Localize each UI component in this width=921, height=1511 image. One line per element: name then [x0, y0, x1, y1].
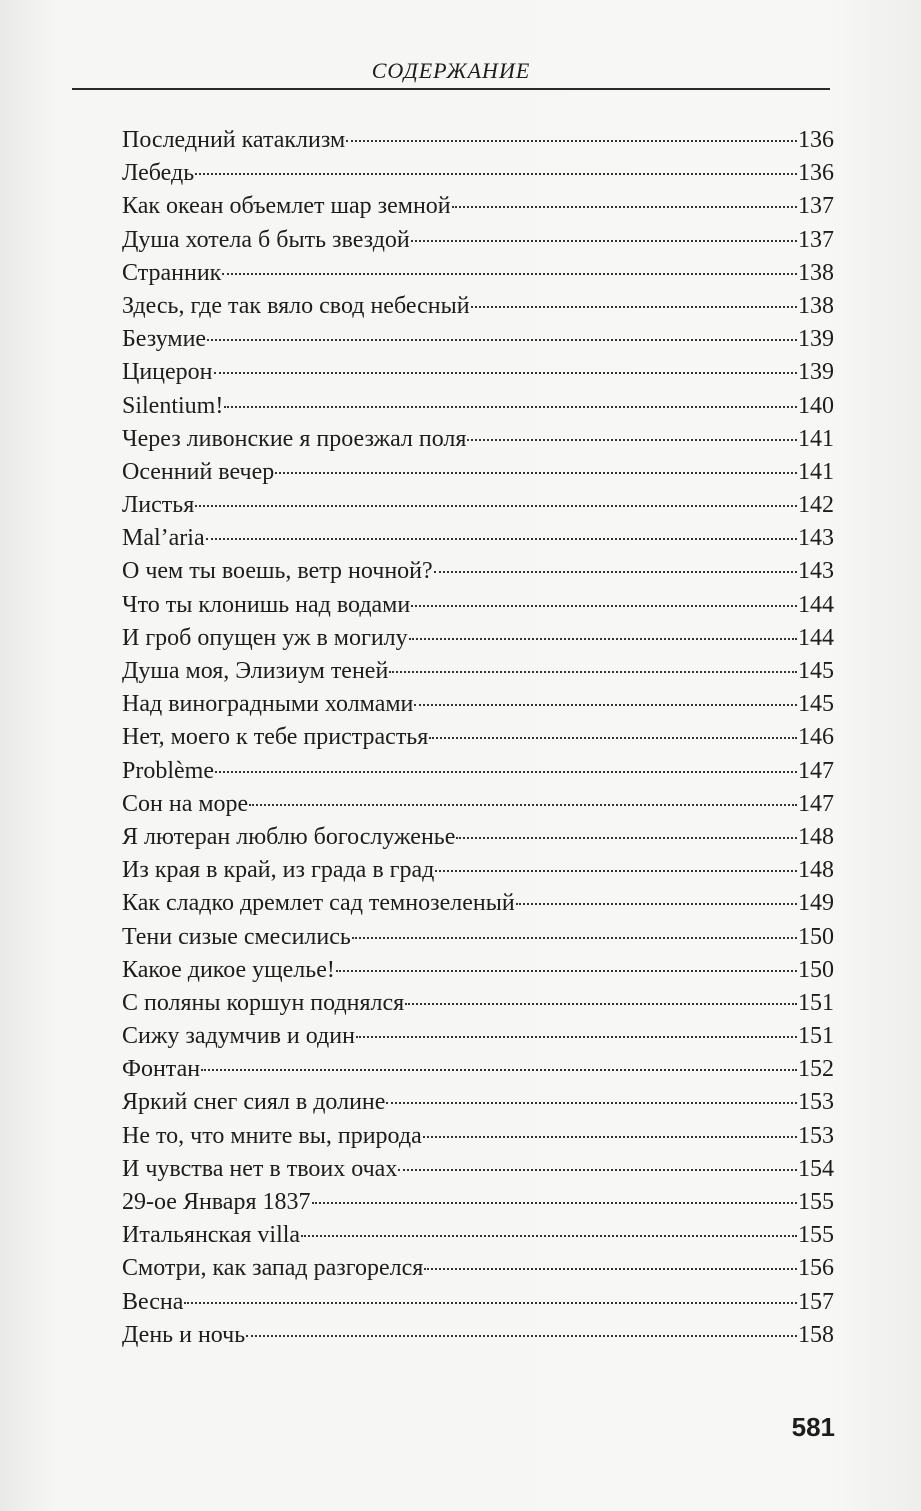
toc-entry-page: 148: [798, 857, 834, 884]
toc-entry-title: Какое дикое ущелье!: [122, 956, 335, 983]
toc-entry-title: Сон на море: [122, 790, 249, 817]
toc-entry: [122, 1120, 834, 1153]
toc-entry-title: Душа хотела б быть звездой: [122, 226, 410, 253]
toc-entry-page: 143: [798, 525, 834, 552]
dot-leader: [386, 1102, 797, 1104]
toc-entry-page: 154: [798, 1155, 834, 1182]
toc-entry-page: 153: [798, 1089, 834, 1116]
dot-leader: [346, 140, 797, 142]
toc-entry-page: 153: [798, 1122, 834, 1149]
toc-entry-page: 138: [798, 259, 834, 286]
toc-entry-title: Душа моя, Элизиум теней: [122, 658, 389, 684]
toc-entry: [122, 489, 834, 522]
toc-entry-page: 150: [798, 956, 834, 983]
dot-leader: [224, 406, 797, 408]
toc-entry-page: 140: [798, 392, 834, 419]
toc-entry-title: День и ночь: [122, 1321, 246, 1348]
toc-entry: [122, 755, 834, 788]
toc-entry-title: Через ливонские я проезжал поля: [122, 425, 467, 452]
toc-entry: [122, 821, 834, 854]
toc-entry-title: Тени сизые смесились: [122, 923, 351, 950]
dot-leader: [195, 505, 797, 507]
dot-leader: [206, 538, 797, 540]
toc-entry-title: 29-ое Января 1837: [122, 1189, 311, 1215]
toc-entry-title: Нет, моего к тебе пристрастья: [122, 724, 429, 751]
dot-leader: [414, 704, 797, 706]
toc-entry-page: 146: [798, 724, 834, 751]
toc-entry: [122, 921, 834, 954]
dot-leader: [352, 937, 797, 939]
toc-entry: [122, 854, 834, 887]
toc-entry-title: Над виноградными холмами: [122, 691, 414, 718]
toc-entry-page: 141: [798, 425, 834, 452]
toc-entry: [122, 887, 834, 920]
dot-leader: [214, 372, 797, 374]
dot-leader: [456, 837, 797, 839]
toc-entry-title: Mal’aria: [122, 525, 205, 552]
toc-entry: [122, 688, 834, 721]
dot-leader: [249, 804, 797, 806]
toc-entry: [122, 589, 834, 622]
toc-entry-title: Лебедь: [122, 160, 195, 187]
toc-entry: [122, 456, 834, 489]
toc-entry: [122, 1086, 834, 1119]
toc-entry-page: 137: [798, 193, 834, 220]
toc-entry: [122, 157, 834, 190]
toc-entry: [122, 1020, 834, 1053]
dot-leader: [429, 737, 797, 739]
toc-entry-title: Итальянская villa: [122, 1222, 301, 1249]
toc-entry: [122, 522, 834, 555]
toc-entry: [122, 1153, 834, 1186]
dot-leader: [356, 1036, 797, 1038]
dot-leader: [389, 671, 797, 673]
dot-leader: [312, 1202, 798, 1204]
toc-entry-page: 151: [798, 989, 834, 1016]
toc-entry: [122, 257, 834, 290]
toc-entry-page: 147: [798, 757, 834, 784]
toc-entry-page: 144: [798, 624, 834, 651]
dot-leader: [301, 1235, 797, 1237]
toc-entry: [122, 390, 834, 423]
dot-leader: [423, 1136, 797, 1138]
toc-entry-page: 149: [798, 890, 834, 917]
toc-entry-page: 151: [798, 1023, 834, 1050]
toc-entry-title: Цицерон: [122, 359, 213, 386]
dot-leader: [411, 240, 797, 242]
toc-entry-page: 136: [798, 160, 834, 187]
dot-leader: [336, 970, 797, 972]
toc-entry-page: 148: [798, 823, 834, 850]
toc-entry: [122, 1219, 834, 1252]
dot-leader: [246, 1335, 797, 1337]
toc-entry-page: 156: [798, 1255, 834, 1282]
toc-entry: [122, 1186, 834, 1219]
dot-leader: [222, 273, 797, 275]
toc-entry-title: Осенний вечер: [122, 458, 275, 485]
toc-entry-title: Как сладко дремлет сад темнозеленый: [122, 890, 515, 917]
toc-entry: [122, 1053, 834, 1086]
toc-entry-title: С поляны коршун поднялся: [122, 989, 405, 1016]
dot-leader: [409, 638, 797, 640]
toc-entry: [122, 954, 834, 987]
toc-entry-page: 155: [798, 1222, 834, 1249]
toc-entry-page: 158: [798, 1321, 834, 1348]
toc-entry: [122, 124, 834, 157]
toc-entry-title: Problème: [122, 757, 214, 784]
toc-entry-page: 138: [798, 292, 834, 319]
toc-entry-page: 144: [798, 591, 834, 618]
toc-entry-title: Silentium!: [122, 392, 224, 419]
dot-leader: [471, 306, 797, 308]
toc-entry: [122, 1319, 834, 1352]
toc-entry-title: Здесь, где так вяло свод небесный: [122, 292, 470, 319]
toc-entry-title: О чем ты воешь, ветр ночной?: [122, 558, 433, 585]
toc-entry-page: 137: [798, 226, 834, 253]
toc-entry: [122, 655, 834, 688]
dot-leader: [398, 1169, 797, 1171]
toc-entry-page: 152: [798, 1056, 834, 1083]
toc-entry-title: Не то, что мните вы, природа: [122, 1122, 422, 1149]
dot-leader: [516, 903, 797, 905]
toc-entry-page: 147: [798, 790, 834, 817]
toc-entry: [122, 290, 834, 323]
toc-entry-page: 136: [798, 127, 834, 153]
dot-leader: [424, 1268, 797, 1270]
toc-entry-title: Как океан объемлет шар земной: [122, 193, 451, 220]
toc-entry-title: Сижу задумчив и один: [122, 1023, 355, 1050]
table-of-contents: [122, 124, 834, 1352]
toc-entry-page: 143: [798, 558, 834, 585]
toc-entry: [122, 721, 834, 754]
toc-entry-title: Смотри, как запад разгорелся: [122, 1255, 424, 1282]
toc-entry-title: Фонтан: [122, 1056, 201, 1083]
toc-entry-title: Я лютеран люблю богослуженье: [122, 823, 456, 850]
toc-entry: [122, 622, 834, 655]
dot-leader: [275, 472, 797, 474]
toc-entry: [122, 788, 834, 821]
dot-leader: [435, 870, 797, 872]
toc-entry: [122, 224, 834, 257]
dot-leader: [215, 771, 797, 773]
dot-leader: [467, 439, 797, 441]
toc-entry: [122, 356, 834, 389]
toc-entry: [122, 190, 834, 223]
toc-entry-page: 157: [798, 1288, 834, 1315]
dot-leader: [201, 1069, 797, 1071]
dot-leader: [405, 1003, 797, 1005]
toc-entry: [122, 987, 834, 1020]
toc-entry-title: Безумие: [122, 326, 207, 353]
toc-entry-title: Из края в край, из града в град: [122, 857, 435, 884]
toc-entry-page: 145: [798, 658, 834, 684]
toc-entry: [122, 423, 834, 456]
toc-entry-title: Последний катаклизм: [122, 127, 346, 153]
dot-leader: [207, 339, 797, 341]
toc-entry-page: 141: [798, 458, 834, 485]
dot-leader: [411, 605, 797, 607]
toc-entry-page: 139: [798, 326, 834, 353]
dot-leader: [434, 571, 797, 573]
page-number: 581: [791, 1412, 835, 1442]
toc-entry: [122, 1252, 834, 1285]
toc-entry-page: 142: [798, 492, 834, 519]
toc-entry: [122, 323, 834, 356]
toc-entry-page: 155: [798, 1189, 834, 1215]
toc-entry-title: Странник: [122, 259, 222, 286]
toc-entry-title: Весна: [122, 1288, 184, 1315]
toc-entry-title: И чувства нет в твоих очах: [122, 1155, 398, 1182]
toc-entry: [122, 555, 834, 588]
toc-entry-page: 150: [798, 923, 834, 950]
toc-entry-title: И гроб опущен уж в могилу: [122, 624, 408, 651]
page-header: СОДЕРЖАНИЕ: [371, 58, 531, 83]
toc-entry: [122, 1286, 834, 1319]
toc-entry-title: Что ты клонишь над водами: [122, 591, 411, 618]
dot-leader: [452, 206, 797, 208]
toc-entry-title: Яркий снег сиял в долине: [122, 1089, 386, 1116]
dot-leader: [195, 173, 797, 175]
header-rule: [72, 88, 830, 90]
dot-leader: [184, 1302, 797, 1304]
toc-entry-page: 139: [798, 359, 834, 386]
toc-entry-title: Листья: [122, 492, 195, 519]
toc-entry-page: 145: [798, 691, 834, 718]
